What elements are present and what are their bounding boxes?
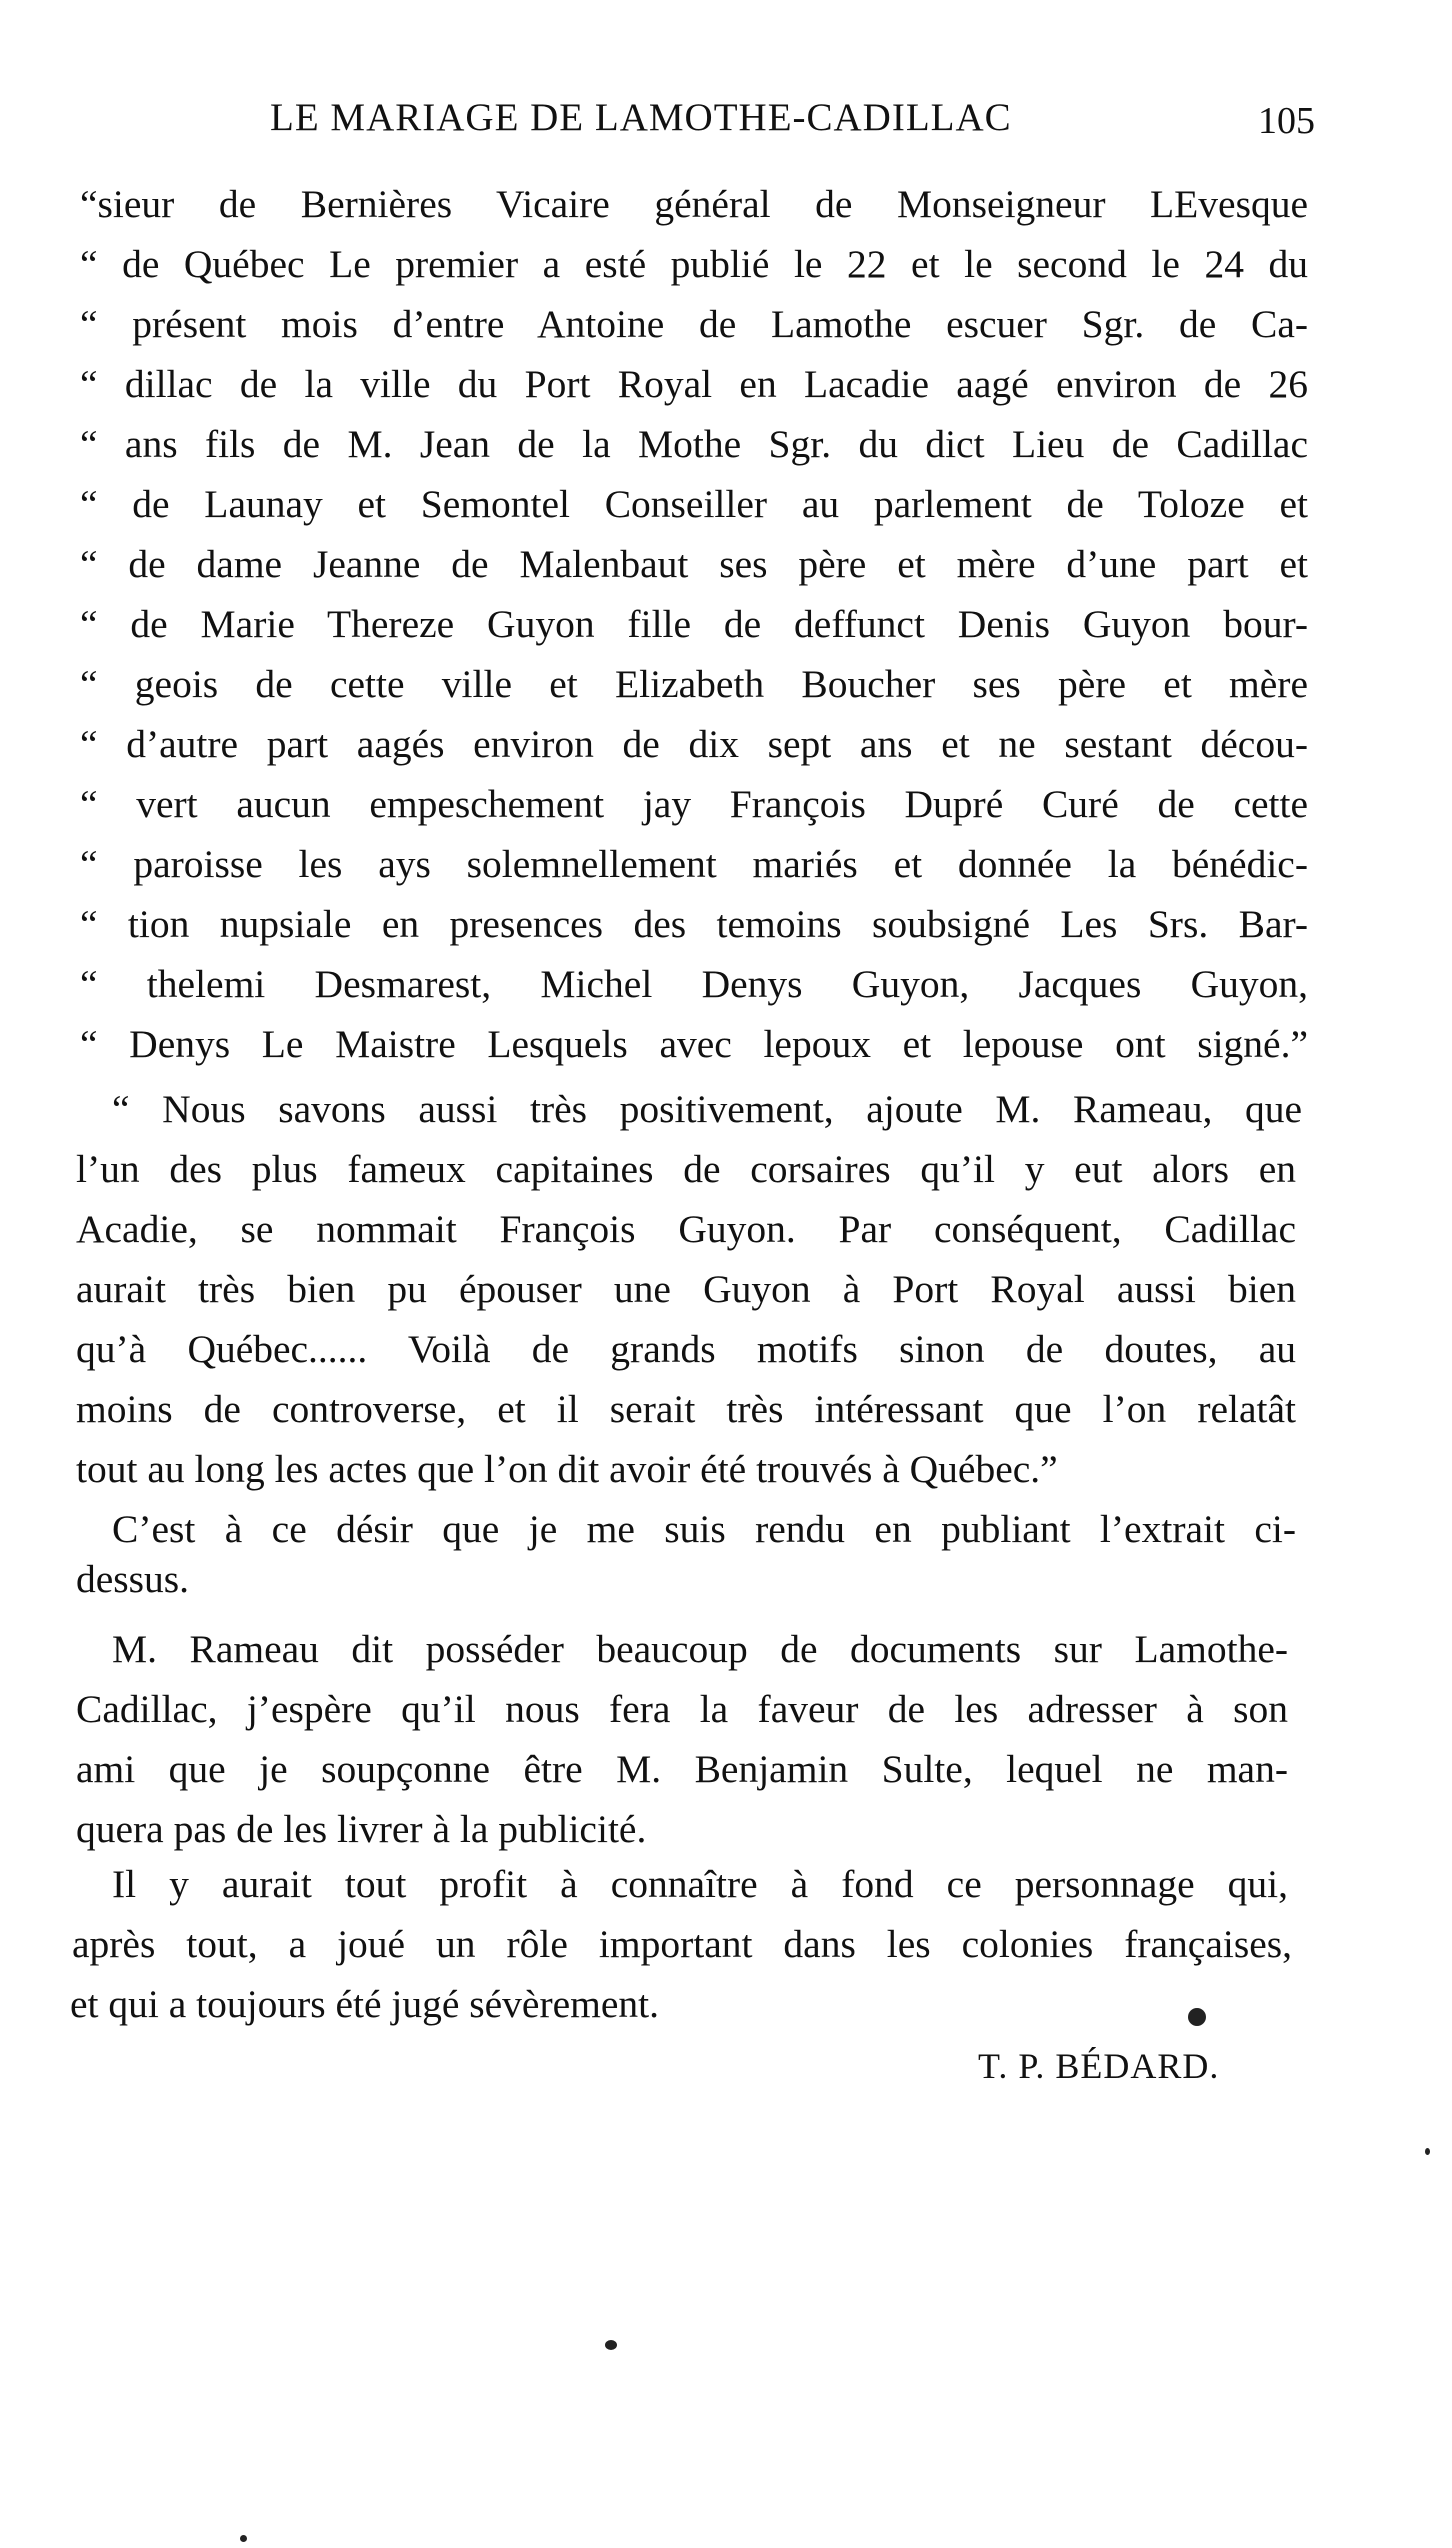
paragraph-line: aurait très bien pu épouser une Guyon à Port Royal aussi bien [76,1267,1296,1311]
quote-line: “sieur de Bernières Vicaire général de Monseigneur LEvesque [80,182,1308,226]
running-header [270,95,1315,155]
author-signature: T. P. BÉDARD. [978,2046,1220,2086]
quote-line: “ de Launay et Semontel Conseiller au parlement de Toloze et [80,482,1308,526]
quote-line: “ d’autre part aagés environ de dix sept ans et ne sestant décou- [80,722,1308,766]
paragraph-line: quera pas de les livrer à la publicité. [76,1807,647,1851]
ink-speck [240,2535,247,2542]
paragraph-line: C’est à ce désir que je me suis rendu en publiant l’extrait ci- [112,1507,1296,1551]
quote-line: “ de Québec Le premier a esté publié le 22 et le second le 24 du [80,242,1308,286]
page-number: 105 [1258,100,1315,142]
paragraph-line: dessus. [76,1557,190,1601]
quote-line: “ vert aucun empeschement jay François Dupré Curé de cette [80,782,1308,826]
quote-line: “ présent mois d’entre Antoine de Lamothe escuer Sgr. de Ca- [80,302,1308,346]
quote-line: “ tion nupsiale en presences des temoins soubsigné Les Srs. Bar- [80,902,1308,946]
paragraph-line: M. Rameau dit posséder beaucoup de documents sur Lamothe- [112,1627,1288,1671]
paragraph-line: Il y aurait tout profit à connaître à fond ce personnage qui, [112,1862,1288,1906]
paragraph-line: et qui a toujours été jugé sévèrement. [70,1982,660,2026]
running-title: LE MARIAGE DE LAMOTHE-CADILLAC [270,96,1012,139]
paragraph-line: tout au long les actes que l’on dit avoir été trouvés à Québec.” [76,1447,1058,1491]
quote-line: “ de dame Jeanne de Malenbaut ses père et mère d’une part et [80,542,1308,586]
paragraph-line: Acadie, se nommait François Guyon. Par conséquent, Cadillac [76,1207,1296,1251]
ink-speck [605,2340,617,2350]
paragraph-line: ami que je soupçonne être M. Benjamin Sulte, lequel ne man- [76,1747,1288,1791]
quote-line: “ dillac de la ville du Port Royal en Lacadie aagé environ de 26 [80,362,1308,406]
paragraph-line: “ Nous savons aussi très positivement, ajoute M. Rameau, que [112,1087,1302,1131]
paragraph-line: moins de controverse, et il serait très intéressant que l’on relatât [76,1387,1296,1431]
quote-line: “ Denys Le Maistre Lesquels avec lepoux et lepouse ont signé.” [80,1022,1308,1066]
quote-line: “ paroisse les ays solemnellement mariés et donnée la bénédic- [80,842,1308,886]
quote-line: “ ans fils de M. Jean de la Mothe Sgr. du dict Lieu de Cadillac [80,422,1308,466]
ink-speck [1188,2008,1206,2026]
paragraph-line: Cadillac, j’espère qu’il nous fera la faveur de les adresser à son [76,1687,1288,1731]
quote-line: “ geois de cette ville et Elizabeth Boucher ses père et mère [80,662,1308,706]
paragraph-line: l’un des plus fameux capitaines de corsaires qu’il y eut alors en [76,1147,1296,1191]
quote-line: “ thelemi Desmarest, Michel Denys Guyon, Jacques Guyon, [80,962,1308,1006]
paragraph-line: qu’à Québec...... Voilà de grands motifs sinon de doutes, au [76,1327,1296,1371]
paragraph-line: après tout, a joué un rôle important dans les colonies françaises, [72,1922,1292,1966]
ink-speck [1425,2148,1430,2155]
quote-line: “ de Marie Thereze Guyon fille de deffunct Denis Guyon bour- [80,602,1308,646]
